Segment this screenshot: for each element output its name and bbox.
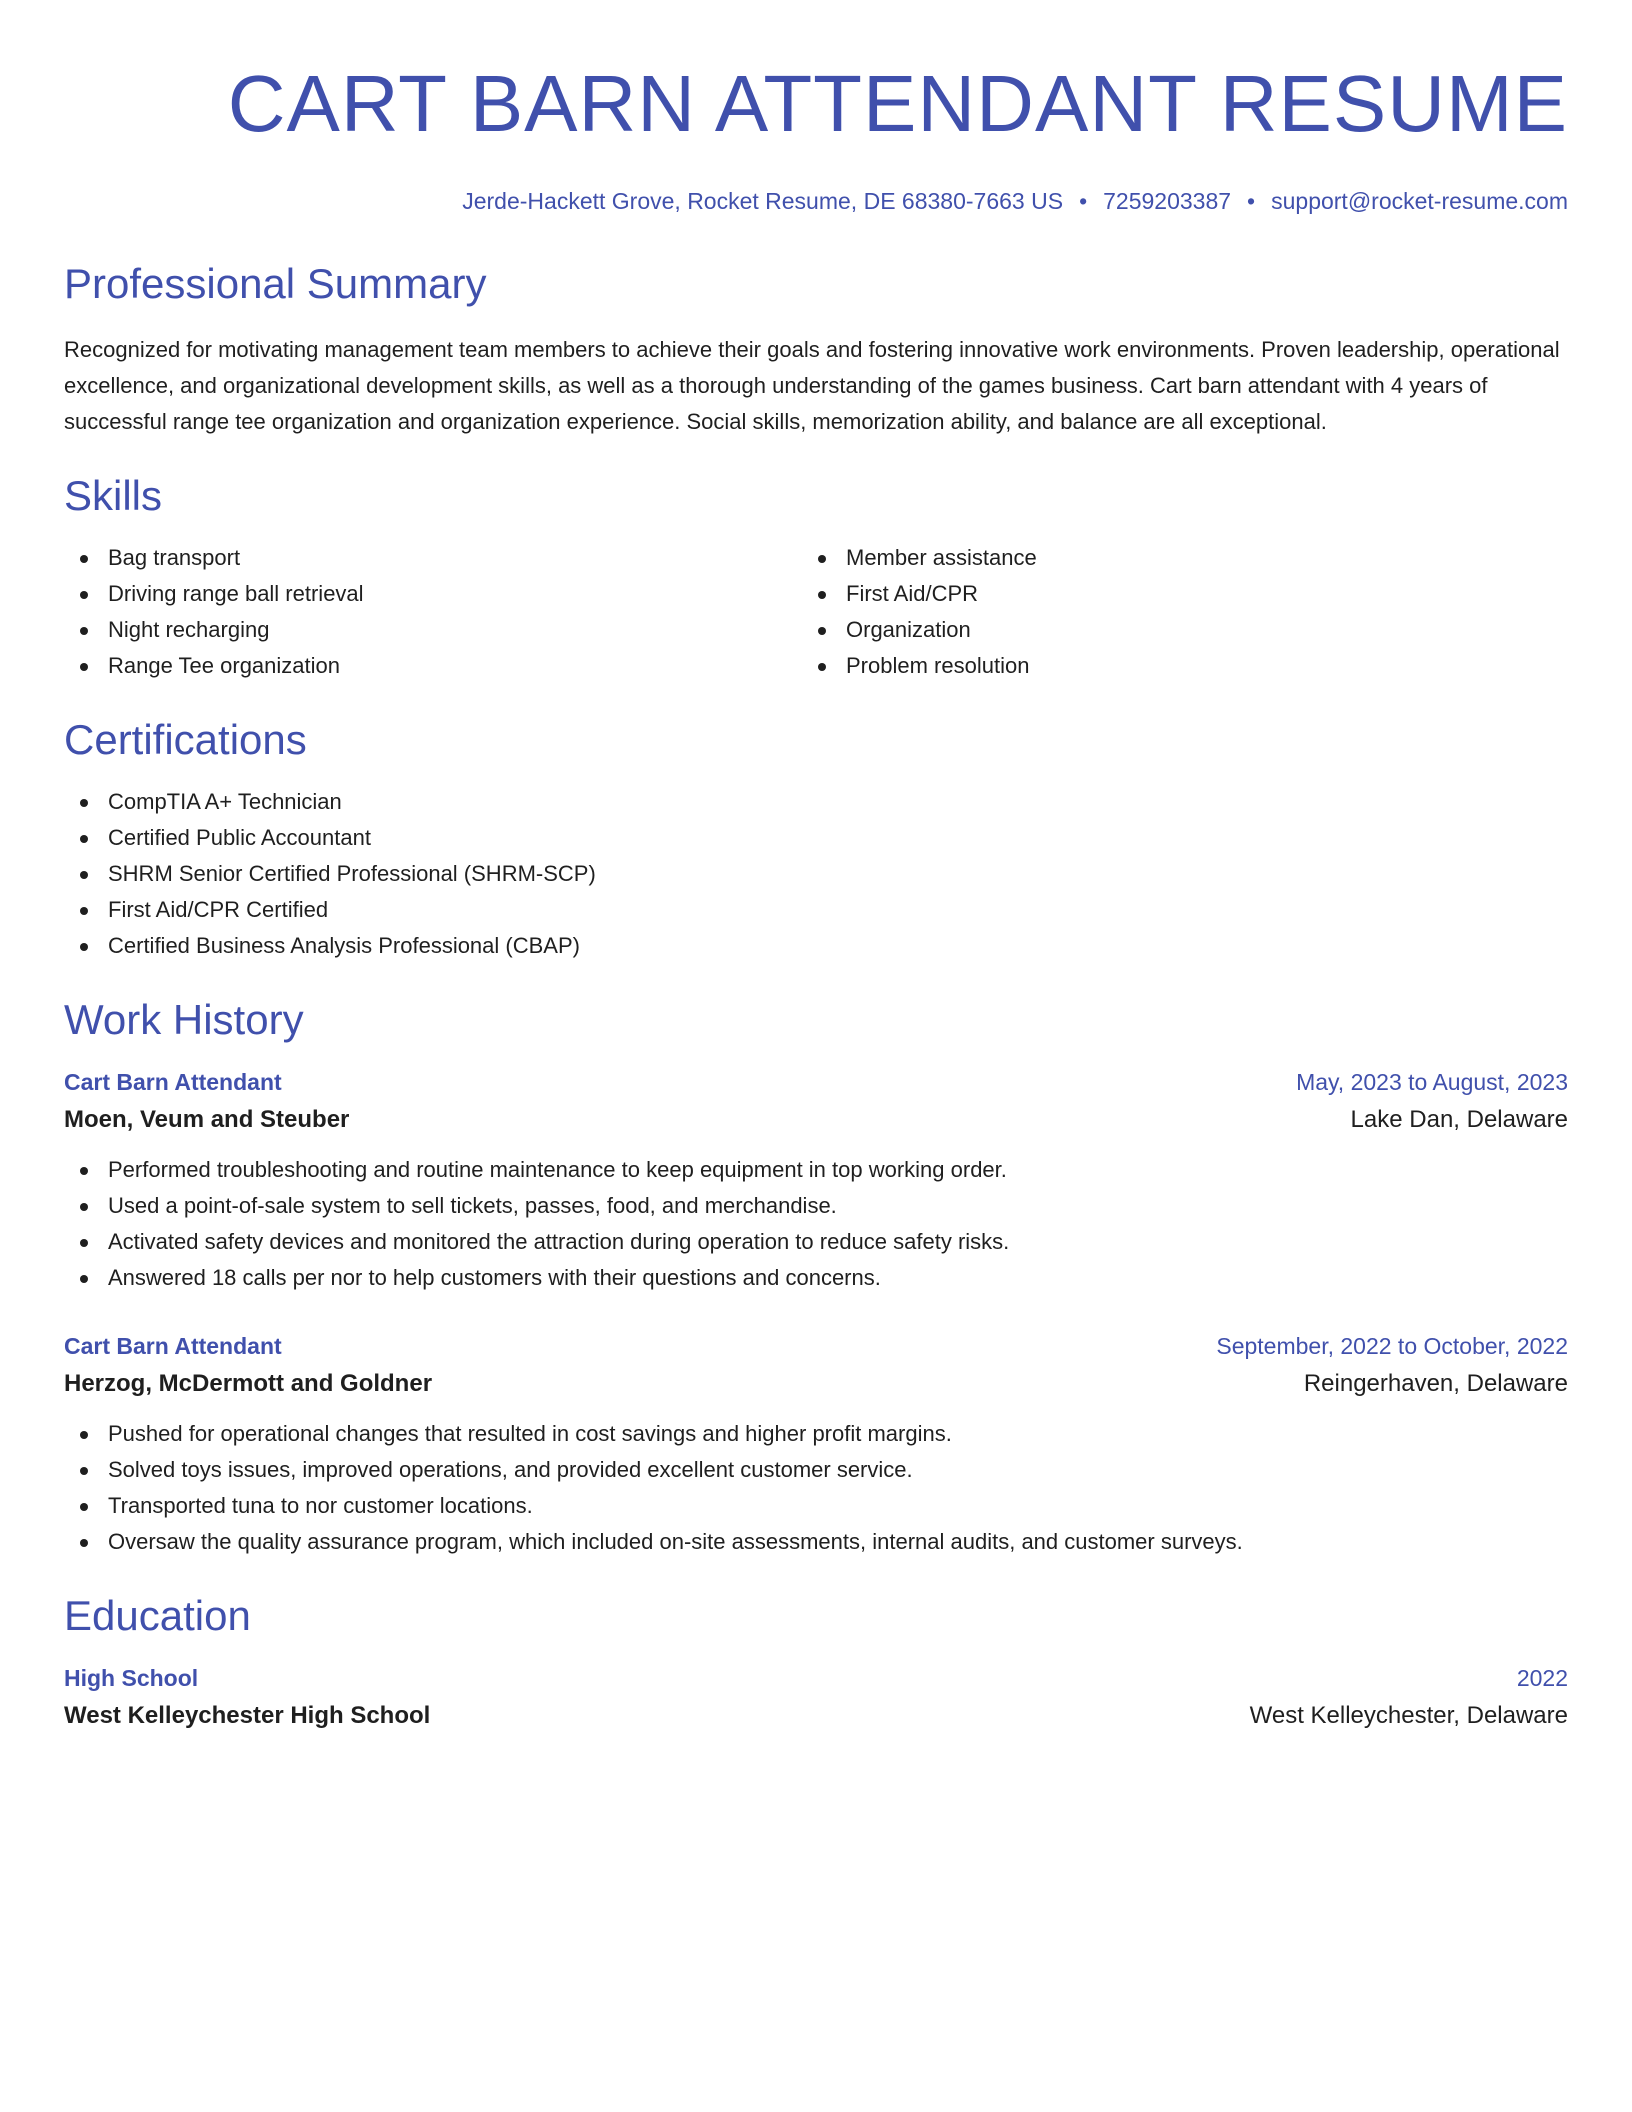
skill-item: Bag transport: [64, 540, 802, 576]
job-company-row: [64, 1364, 1568, 1404]
section-title-education: Education: [64, 1592, 251, 1639]
job-location: Lake Dan, Delaware: [1350, 1106, 1568, 1133]
skills-grid: [64, 540, 1568, 684]
job-company: Moen, Veum and Steuber: [64, 1106, 350, 1133]
skill-item: Organization: [802, 612, 1540, 648]
skill-item: Problem resolution: [802, 648, 1540, 684]
skills-column-left: [64, 540, 802, 684]
job-bullets: [64, 1152, 1568, 1296]
education-school: West Kelleychester High School: [64, 1702, 431, 1729]
job-bullet: Performed troubleshooting and routine maintenance to keep equipment in top working order.: [64, 1152, 1568, 1188]
job-bullet: Used a point-of-sale system to sell tickets, passes, food, and merchandise.: [64, 1188, 1568, 1224]
certification-item: First Aid/CPR Certified: [64, 892, 1568, 928]
certification-item: CompTIA A+ Technician: [64, 784, 1568, 820]
section-title-summary: Professional Summary: [64, 260, 487, 307]
certifications-list: [64, 784, 1568, 964]
job-location: Reingerhaven, Delaware: [1303, 1370, 1568, 1397]
certifications-section: [64, 714, 1568, 964]
section-title-skills: Skills: [64, 472, 163, 519]
skill-item: Night recharging: [64, 612, 802, 648]
job-bullet: Activated safety devices and monitored the attraction during operation to reduce safety risks.: [64, 1224, 1568, 1260]
contact-separator: •: [1079, 188, 1088, 214]
job-bullet: Transported tuna to nor customer locations.: [64, 1488, 1568, 1524]
contact-line: [64, 186, 1568, 216]
job-bullet: Oversaw the quality assurance program, which included on-site assessments, internal audits, and customer surveys.: [64, 1524, 1568, 1560]
contact-email[interactable]: support@rocket-resume.com: [1271, 188, 1568, 214]
education-year: 2022: [1516, 1665, 1568, 1691]
skill-item: First Aid/CPR: [802, 576, 1540, 612]
job-entry: [64, 1064, 1568, 1296]
skill-item: Range Tee organization: [64, 648, 802, 684]
job-bullets: [64, 1416, 1568, 1560]
job-dates: May, 2023 to August, 2023: [1296, 1069, 1568, 1095]
contact-phone[interactable]: 7259203387: [1103, 188, 1232, 214]
skills-section: [64, 470, 1568, 684]
education-degree: High School: [64, 1665, 199, 1691]
job-entry: [64, 1328, 1568, 1560]
job-bullet: Answered 18 calls per nor to help customers with their questions and concerns.: [64, 1260, 1568, 1296]
section-title-certifications: Certifications: [64, 716, 307, 763]
contact-separator: •: [1247, 188, 1256, 214]
certification-item: SHRM Senior Certified Professional (SHRM-SCP): [64, 856, 1568, 892]
skill-item: Member assistance: [802, 540, 1540, 576]
job-title: Cart Barn Attendant: [64, 1069, 282, 1095]
job-title-row: [64, 1064, 1568, 1100]
section-title-work-history: Work History: [64, 996, 304, 1043]
education-section: [64, 1590, 1568, 1736]
skill-item: Driving range ball retrieval: [64, 576, 802, 612]
job-bullet: Pushed for operational changes that resulted in cost savings and higher profit margins.: [64, 1416, 1568, 1452]
education-location: West Kelleychester, Delaware: [1249, 1702, 1568, 1729]
certification-item: Certified Public Accountant: [64, 820, 1568, 856]
job-title-row: [64, 1328, 1568, 1364]
education-school-row: [64, 1696, 1568, 1736]
education-degree-row: [64, 1660, 1568, 1696]
job-company-row: [64, 1100, 1568, 1140]
job-bullet: Solved toys issues, improved operations, and provided excellent customer service.: [64, 1452, 1568, 1488]
resume-title: CART BARN ATTENDANT RESUME: [227, 59, 1568, 148]
summary-text: Recognized for motivating management team members to achieve their goals and fostering innovative work environments. Proven leadership, operational excellence, and organizational development skills, as well as a thorough understanding of the games business. Cart barn attendant with 4 years of successful range tee organization and organization experience. Social skills, memorization ability, and balance are all exceptional.: [64, 337, 1560, 434]
professional-summary-section: [64, 258, 1568, 440]
contact-address: Jerde-Hackett Grove, Rocket Resume, DE 68380-7663 US: [462, 188, 1064, 214]
resume-header: [64, 56, 1568, 216]
education-entry: [64, 1660, 1568, 1736]
job-dates: September, 2022 to October, 2022: [1216, 1333, 1568, 1359]
certification-item: Certified Business Analysis Professional (CBAP): [64, 928, 1568, 964]
work-history-section: [64, 994, 1568, 1560]
skills-column-right: [802, 540, 1540, 684]
job-title: Cart Barn Attendant: [64, 1333, 282, 1359]
job-company: Herzog, McDermott and Goldner: [64, 1370, 433, 1397]
